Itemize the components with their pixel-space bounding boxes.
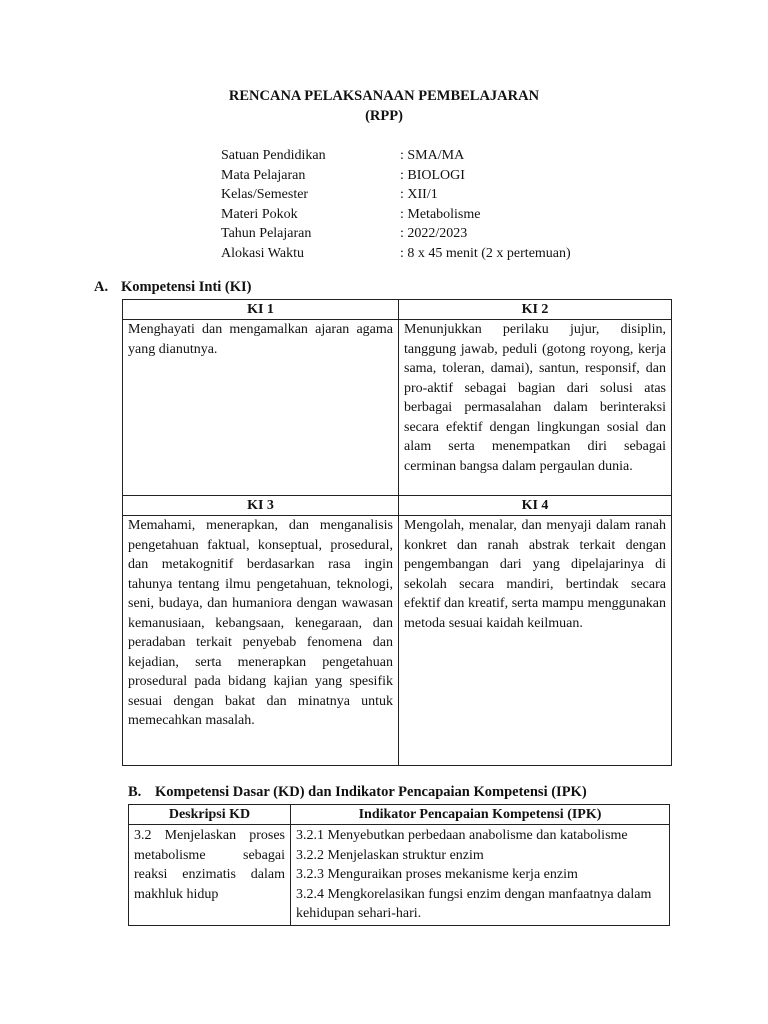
section-b-heading [128, 784, 587, 801]
section-a-number: A. [94, 279, 109, 295]
ipk-item: 3.2.1 Menyebutkan perbedaan anabolisme dan katabolisme [296, 828, 628, 843]
kd-ipk-table [128, 804, 670, 926]
ki4-text: Mengolah, menalar, dan menyaji dalam ranah konkret dan ranah abstrak terkait dengan pengembangan dari yang dipelajarinya di sekolah secara mandiri, bertindak secara efektif dan kreatif, serta mampu menggunakan metoda sesuai kaidah keilmuan. [399, 516, 672, 766]
ki1-header: KI 1 [123, 300, 399, 320]
ki3-text: Memahami, menerapkan, dan menganalisis pengetahuan faktual, konseptual, prosedural, dan metakognitif berdasarkan rasa ingin tahunya tentang ilmu pengetahuan, teknologi, seni, budaya, dan humaniora dengan wawasan kemanusiaan, kebangsaan, kenegaraan, dan peradaban terkait penyebab fenomena dan kejadian, serta menerapkan pengetahuan prosedural pada bidang kajian yang spesifik sesuai dengan bakat dan minatnya untuk memecahkan masalah. [123, 516, 399, 766]
identity-label: Kelas/Semester [221, 187, 309, 202]
identity-block [221, 146, 571, 263]
identity-value: : Metabolisme [400, 206, 481, 222]
identity-value: : SMA/MA [400, 148, 465, 163]
identity-row [221, 185, 571, 205]
identity-value: : XII/1 [400, 187, 438, 202]
identity-label: Materi Pokok [221, 206, 298, 222]
ki2-header: KI 2 [399, 300, 672, 320]
identity-label: Mata Pelajaran [221, 167, 306, 183]
identity-row [221, 244, 571, 264]
document-title: RENCANA PELAKSANAAN PEMBELAJARAN [228, 88, 540, 104]
identity-row [221, 205, 571, 225]
identity-label: Tahun Pelajaran [221, 226, 312, 241]
identity-label: Alokasi Waktu [221, 245, 304, 261]
kd-column-header: Deskripsi KD [129, 805, 291, 825]
section-b-title: Kompetensi Dasar (KD) dan Indikator Pencapaian Kompetensi (IPK) [155, 784, 587, 800]
identity-value: : 8 x 45 menit (2 x pertemuan) [400, 245, 571, 261]
identity-value: : 2022/2023 [400, 226, 468, 241]
identity-value: : BIOLOGI [400, 167, 465, 183]
ipk-item: 3.2.3 Menguraikan proses mekanisme kerja enzim [296, 867, 578, 882]
identity-row [221, 146, 571, 166]
kd-description: 3.2 Menjelaskan proses metabolisme sebagai reaksi enzimatis dalam makhluk hidup [129, 825, 291, 926]
ipk-item: 3.2.4 Mengkorelasikan fungsi enzim dengan manfaatnya dalam kehidupan sehari-hari. [296, 886, 652, 921]
ki1-text: Menghayati dan mengamalkan ajaran agama yang dianutnya. [123, 320, 399, 496]
identity-label: Satuan Pendidikan [221, 148, 326, 163]
document-subtitle: (RPP) [365, 108, 403, 124]
ipk-item: 3.2.2 Menjelaskan struktur enzim [296, 847, 484, 863]
section-a-title: Kompetensi Inti (KI) [121, 279, 252, 295]
ki4-header: KI 4 [399, 496, 672, 516]
section-a-heading [94, 279, 252, 296]
ki-table [122, 299, 672, 766]
identity-row [221, 224, 571, 244]
ki2-text: Menunjukkan perilaku jujur, disiplin, tanggung jawab, peduli (gotong royong, kerja sama, toleran, damai), santun, responsif, dan pro-aktif sebagai bagian dari solusi atas berbagai permasalahan dalam berinteraksi secara efektif dengan lingkungan sosial dan alam serta menempatkan diri sebagai cerminan bangsa dalam pergaulan dunia. [399, 320, 672, 496]
identity-row [221, 166, 571, 186]
section-b-number: B. [128, 784, 142, 800]
ipk-column-header: Indikator Pencapaian Kompetensi (IPK) [291, 805, 670, 825]
ki3-header: KI 3 [123, 496, 399, 516]
ipk-list [291, 825, 670, 926]
